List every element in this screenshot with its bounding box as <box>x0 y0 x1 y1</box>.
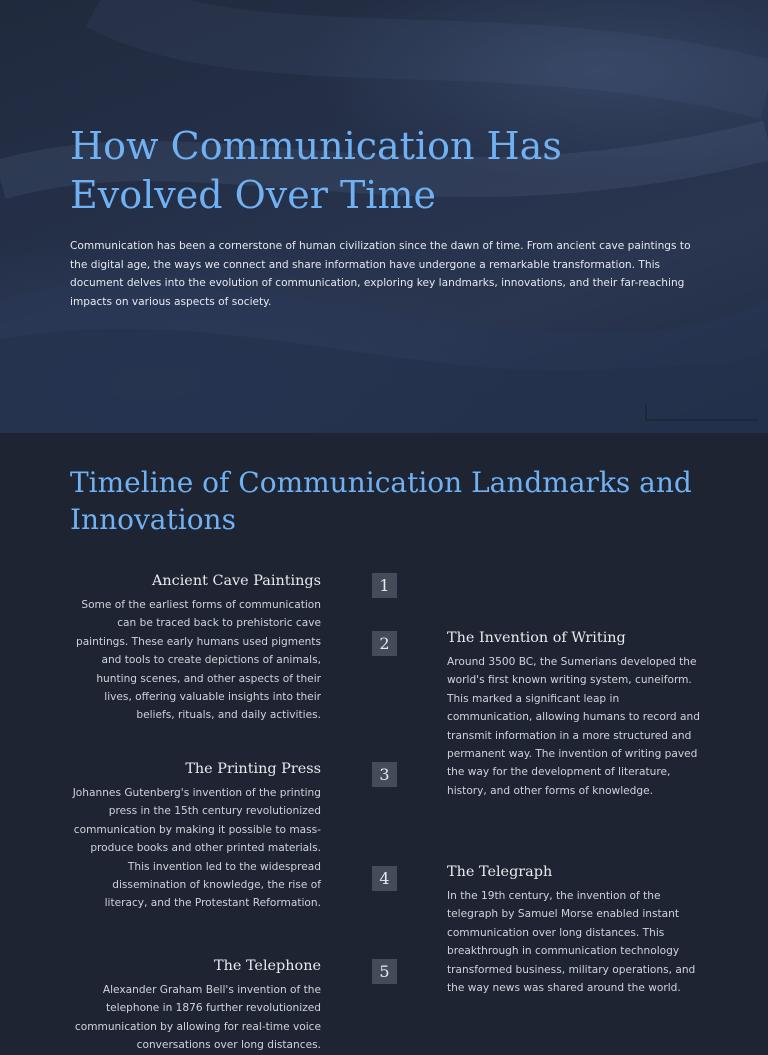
event-description-telephone: Alexander Graham Bell's invention of the telephone in 1876 further revolutionized communication by allowing for real-time voice conversations over long distances. <box>74 984 321 1052</box>
timeline-number-4: 4 <box>372 866 397 891</box>
event-title-telegraph: The Telegraph <box>447 864 553 880</box>
event-title-telephone: The Telephone <box>213 958 321 974</box>
timeline-number-5: 5 <box>372 959 397 984</box>
event-description-printing-press: Johannes Gutenberg's invention of the printing press in the 15th century revolutionized communication by making it possible to mass-produce books and other printed materials. This invention led to the widespread dissemination of knowledge, the rise of literacy, and the Protestant Reformation. <box>72 787 321 910</box>
event-description-cave-paintings: Some of the earliest forms of communication can be traced back to prehistoric cave paintings. These early humans used pigments and tools to create depictions of animals, hunting scenes, and other aspects of their lives, offering valuable insights into their beliefs, rituals, and daily activities. <box>75 599 321 722</box>
event-title-writing: The Invention of Writing <box>447 630 626 646</box>
event-description-telegraph: In the 19th century, the invention of the telegraph by Samuel Morse enabled instant communication over long distances. This breakthrough in communication technology transformed business, military operations, and the way news was shared around the world. <box>447 890 696 995</box>
timeline-heading: Timeline of Communication Landmarks and Innovations <box>70 466 692 536</box>
event-description-writing: Around 3500 BC, the Sumerians developed the world's first known writing system, cuneiform. This marked a significant leap in communication, allowing humans to record and transmit information in a more structured and permanent way. The invention of writing paved the way for the development of literature, history, and other forms of knowledge. <box>447 656 700 797</box>
intro-paragraph: Communication has been a cornerstone of human civilization since the dawn of time. From ancient cave paintings to the digital age, the ways we connect and share information have undergone a remarkable transformation. This document delves into the evolution of communication, exploring key landmarks, innovations, and their far-reaching impacts on various aspects of society. <box>70 240 691 308</box>
page-title: How Communication Has Evolved Over Time <box>70 124 562 217</box>
event-title-printing-press: The Printing Press <box>185 761 321 777</box>
timeline-number-1: 1 <box>372 573 397 598</box>
timeline-number-2: 2 <box>372 631 397 656</box>
hero-banner <box>0 0 768 433</box>
event-title-cave-paintings: Ancient Cave Paintings <box>151 573 321 589</box>
timeline-number-3: 3 <box>372 762 397 787</box>
